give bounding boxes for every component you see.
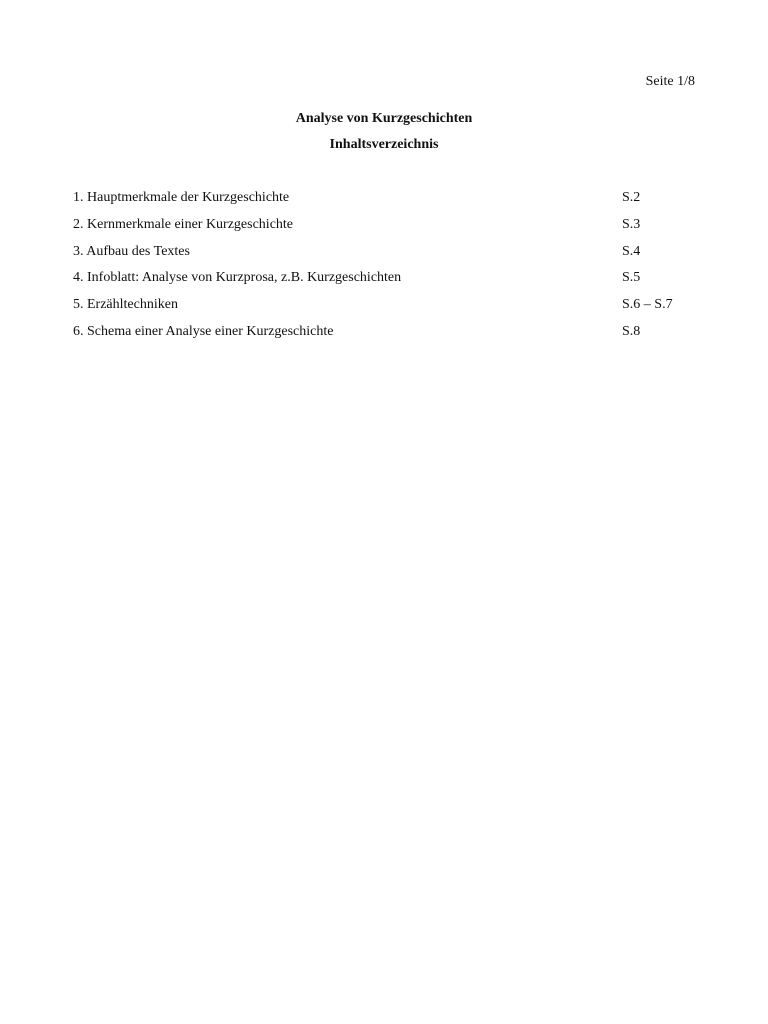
toc-item-label: 6. Schema einer Analyse einer Kurzgeschichte [73, 323, 334, 339]
toc-item [73, 323, 695, 350]
toc-item [73, 243, 695, 270]
table-of-contents [73, 189, 695, 350]
toc-item-page: S.3 [622, 216, 641, 232]
toc-item [73, 269, 695, 296]
toc-item-label: 4. Infoblatt: Analyse von Kurzprosa, z.B. Kurzgeschichten [73, 270, 402, 286]
toc-item-page: S.2 [622, 190, 641, 205]
toc-item-label: 2. Kernmerkmale einer Kurzgeschichte [73, 216, 294, 232]
toc-item-page: S.5 [622, 270, 641, 286]
toc-item-label: 1. Hauptmerkmale der Kurzgeschichte [73, 190, 290, 205]
toc-item [73, 296, 695, 323]
toc-heading: Inhaltsverzeichnis [329, 137, 439, 152]
document-title: Analyse von Kurzgeschichten [295, 111, 473, 126]
page-number: Seite 1/8 [645, 74, 695, 89]
toc-item [73, 189, 695, 216]
toc-item-page: S.6 – S.7 [622, 297, 673, 313]
toc-item-label: 3. Aufbau des Textes [73, 243, 190, 259]
toc-item-page: S.4 [622, 243, 641, 259]
toc-item-page: S.8 [622, 323, 641, 339]
toc-item-label: 5. Erzähltechniken [73, 297, 178, 313]
toc-item [73, 216, 695, 243]
